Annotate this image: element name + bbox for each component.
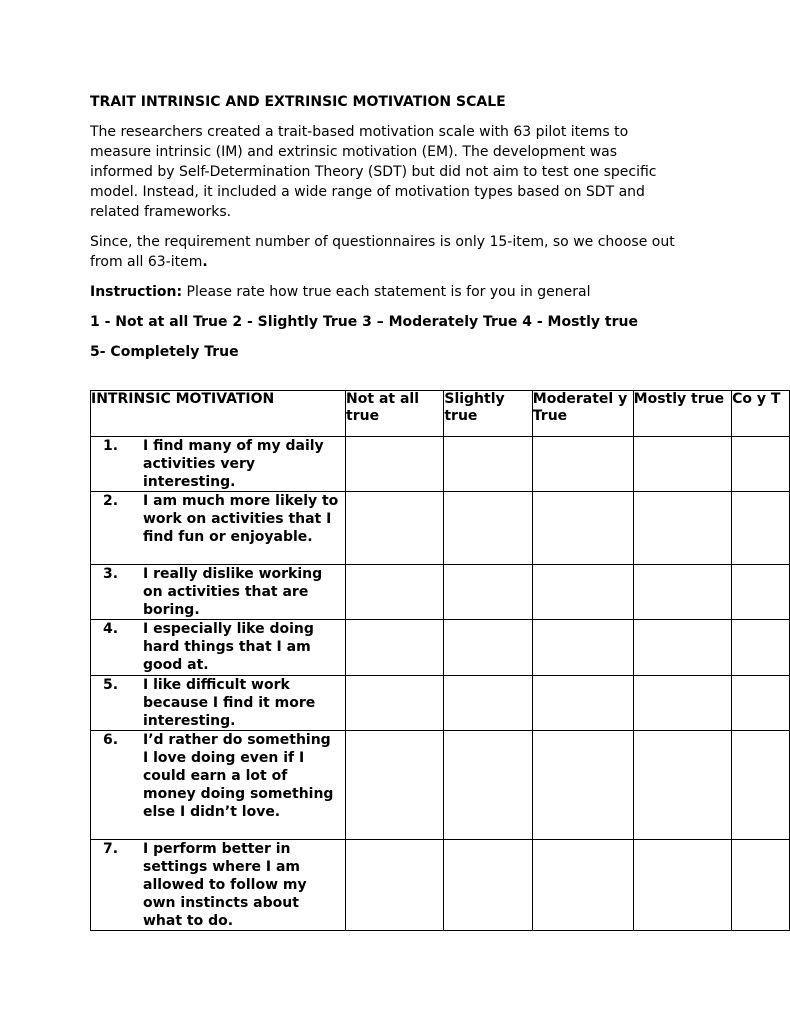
selection-period: . (202, 254, 208, 270)
item-text: I’d rather do something I love doing even if I could earn a lot of money doing something else I didn’t love. (143, 732, 334, 820)
rating-cell-slightly-true[interactable] (444, 492, 532, 565)
rating-cell-mostly-true[interactable] (633, 620, 731, 676)
rating-cell-completely-true[interactable] (732, 437, 790, 492)
table-header-row (91, 391, 790, 437)
item-number: 4. (103, 621, 119, 637)
item-number: 3. (103, 566, 119, 582)
section-header-intrinsic-motivation: INTRINSIC MOTIVATION (91, 391, 346, 437)
rating-cell-moderately-true[interactable] (532, 437, 633, 492)
rating-cell-moderately-true[interactable] (532, 492, 633, 565)
rating-cell-mostly-true[interactable] (633, 437, 731, 492)
table-row (91, 840, 790, 931)
document-page (90, 92, 790, 929)
rating-cell-completely-true[interactable] (732, 731, 790, 840)
table-row (91, 437, 790, 492)
rating-cell-moderately-true[interactable] (532, 840, 633, 931)
table-row (91, 731, 790, 840)
item-number: 7. (103, 841, 119, 857)
item-number: 2. (103, 493, 119, 509)
rating-cell-moderately-true[interactable] (532, 620, 633, 676)
selection-paragraph (90, 232, 675, 272)
rating-cell-not-at-all-true[interactable] (346, 565, 444, 620)
rating-cell-not-at-all-true[interactable] (346, 731, 444, 840)
item-statement (91, 620, 346, 676)
rating-cell-mostly-true[interactable] (633, 731, 731, 840)
rating-cell-completely-true[interactable] (732, 565, 790, 620)
item-text: I like difficult work because I find it more interesting. (143, 677, 316, 729)
column-header-mostly-true: Mostly true (633, 391, 731, 437)
item-number: 5. (103, 677, 119, 693)
rating-cell-not-at-all-true[interactable] (346, 492, 444, 565)
rating-cell-not-at-all-true[interactable] (346, 620, 444, 676)
instruction-paragraph (90, 282, 675, 302)
item-statement (91, 492, 346, 565)
table-row (91, 620, 790, 676)
table-row (91, 492, 790, 565)
item-statement (91, 565, 346, 620)
rating-cell-mostly-true[interactable] (633, 565, 731, 620)
instruction-text: Please rate how true each statement is for you in general (182, 284, 591, 300)
rating-cell-slightly-true[interactable] (444, 731, 532, 840)
rating-cell-completely-true[interactable] (732, 840, 790, 931)
item-number: 6. (103, 732, 119, 748)
table-row (91, 565, 790, 620)
motivation-scale-table (90, 390, 790, 931)
item-text: I find many of my daily activities very interesting. (143, 438, 324, 490)
item-statement (91, 676, 346, 731)
rating-cell-mostly-true[interactable] (633, 676, 731, 731)
item-text: I especially like doing hard things that I am good at. (143, 621, 314, 673)
column-header-slightly-true: Slightly true (444, 391, 532, 437)
rating-cell-completely-true[interactable] (732, 492, 790, 565)
item-statement (91, 437, 346, 492)
item-statement (91, 731, 346, 840)
rating-cell-completely-true[interactable] (732, 676, 790, 731)
rating-cell-not-at-all-true[interactable] (346, 437, 444, 492)
column-header-not-at-all-true: Not at all true (346, 391, 444, 437)
selection-text: Since, the requirement number of questionnaires is only 15-item, so we choose out from all 63-item (90, 234, 675, 270)
rating-cell-mostly-true[interactable] (633, 492, 731, 565)
column-header-moderately-true: Moderatel y True (532, 391, 633, 437)
rating-cell-slightly-true[interactable] (444, 620, 532, 676)
rating-cell-completely-true[interactable] (732, 620, 790, 676)
column-header-completely-true: Co y T (732, 391, 790, 437)
intro-paragraph: The researchers created a trait-based motivation scale with 63 pilot items to measure intrinsic (IM) and extrinsic motivation (EM). The development was informed by Self-Determination Theory (SDT) but did not aim to test one specific model. Instead, it included a wide range of motivation types based on SDT and related frameworks. (90, 124, 657, 220)
item-statement (91, 840, 346, 931)
table-row (91, 676, 790, 731)
rating-cell-slightly-true[interactable] (444, 676, 532, 731)
document-title: TRAIT INTRINSIC AND EXTRINSIC MOTIVATION SCALE (90, 94, 506, 110)
rating-cell-moderately-true[interactable] (532, 731, 633, 840)
rating-cell-not-at-all-true[interactable] (346, 676, 444, 731)
item-number: 1. (103, 438, 119, 454)
rating-cell-moderately-true[interactable] (532, 676, 633, 731)
instruction-label: Instruction: (90, 284, 183, 300)
rating-cell-slightly-true[interactable] (444, 565, 532, 620)
item-text: I am much more likely to work on activities that I find fun or enjoyable. (143, 493, 339, 545)
item-text: I perform better in settings where I am allowed to follow my own instincts about what to do. (143, 841, 307, 929)
scale-legend-line-2: 5- Completely True (90, 344, 239, 360)
rating-cell-slightly-true[interactable] (444, 437, 532, 492)
rating-cell-not-at-all-true[interactable] (346, 840, 444, 931)
item-text: I really dislike working on activities that are boring. (143, 566, 323, 618)
rating-cell-mostly-true[interactable] (633, 840, 731, 931)
rating-cell-moderately-true[interactable] (532, 565, 633, 620)
scale-legend-line-1: 1 - Not at all True 2 - Slightly True 3 – Moderately True 4 - Mostly true (90, 314, 638, 330)
rating-cell-slightly-true[interactable] (444, 840, 532, 931)
